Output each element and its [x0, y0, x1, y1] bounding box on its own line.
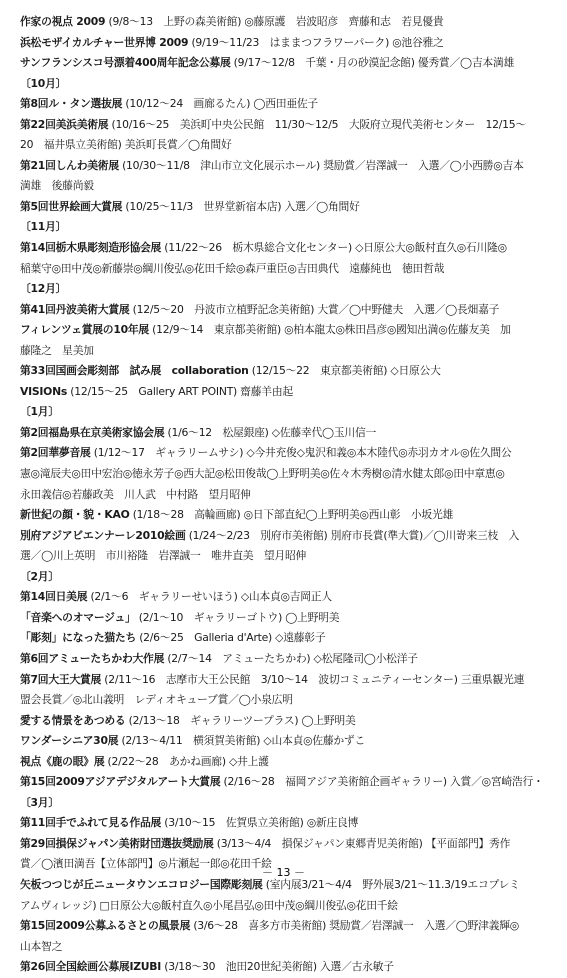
exhibition-title: フィレンツェ賞展の10年展	[20, 323, 149, 337]
text-line	[20, 423, 545, 444]
exhibition-details: (1/24～2/23 別府市美術館) 別府市長賞(準大賞)／◯川嵜来三枝 入	[185, 528, 520, 542]
text-line	[20, 752, 545, 773]
text-line	[20, 711, 545, 732]
exhibition-title: 別府アジアビエンナーレ2010絵画	[20, 528, 186, 542]
exhibition-details: (室内展3/21～4/4 野外展3/21～11.3/19エコプレミ	[262, 877, 520, 891]
text-line	[20, 526, 545, 547]
exhibition-details: 選／◯川上英明 市川裕隆 岩澤誠一 唯井直美 望月昭伸	[20, 549, 307, 563]
text-line	[20, 937, 545, 958]
text-line	[20, 731, 545, 752]
exhibition-details: 永田義信◎若藤政美 川人武 中村路 望月昭伸	[20, 487, 251, 501]
exhibition-title: 〔11月〕	[20, 220, 67, 234]
exhibition-title: 第2回華夢音展	[20, 446, 91, 460]
exhibition-title: サンフランシスコ号漂着400周年記念公募展	[20, 56, 231, 70]
exhibition-title: 愛する情景をあつめる	[20, 713, 126, 727]
text-line	[20, 567, 545, 588]
exhibition-title: 第15回2009公募ふるさとの風景展	[20, 919, 191, 933]
text-line	[20, 33, 545, 54]
text-line	[20, 320, 545, 341]
text-line	[20, 690, 545, 711]
text-line	[20, 916, 545, 937]
text-line	[20, 238, 545, 259]
exhibition-details: (2/11～16 志摩市大王公民館 3/10～14 波切コミュニティーセンター) 三重県観光連	[101, 672, 525, 686]
text-line	[20, 197, 545, 218]
exhibition-title: 第14回日美展	[20, 590, 88, 604]
exhibition-details: (3/6～28 喜多方市美術館) 奨励賞／岩澤誠一 入選／◯野津義輝◎	[190, 919, 519, 933]
text-line	[20, 74, 545, 95]
text-line	[20, 402, 545, 423]
exhibition-title: 第29回損保ジャパン美術財団選抜奨励展	[20, 836, 214, 850]
exhibition-title: 視点《鹿の眼》展	[20, 754, 105, 768]
exhibition-title: 新世紀の顔・貌・KAO	[20, 508, 130, 522]
text-line	[20, 361, 545, 382]
text-line	[20, 896, 545, 917]
exhibition-title: ワンダーシニア30展	[20, 734, 119, 748]
exhibition-title: 浜松モザイカルチャー世界博 2009	[20, 35, 189, 49]
exhibition-details: (1/6～12 松屋銀座) ◇佐藤幸代◯玉川信一	[164, 425, 377, 439]
exhibition-title: 矢板つつじが丘ニュータウンエコロジー国際彫刻展	[20, 877, 263, 891]
text-line	[20, 341, 545, 362]
exhibition-title: 〔10月〕	[20, 76, 67, 90]
exhibition-details: (10/30～11/8 津山市立文化展示ホール) 奨励賞／岩澤誠一 入選／◯小西勝◎吉本	[118, 158, 524, 172]
exhibition-title: 第26回全国絵画公募展IZUBI	[20, 960, 162, 974]
text-line	[20, 443, 545, 464]
exhibition-details: (12/15～25 Gallery ART POINT) 齋藤羊由起	[67, 384, 293, 398]
text-line	[20, 259, 545, 280]
exhibition-details: (2/16～28 福岡アジア美術館企画ギャラリー) 入賞／◎宮崎浩行・	[220, 775, 544, 789]
exhibition-details: (10/16～25 美浜町中央公民館 11/30～12/5 大阪府立現代美術センター 12/15～	[108, 117, 526, 131]
exhibition-details: 満雄 後藤尚毅	[20, 179, 94, 193]
exhibition-title: 第6回アミューたちかわ大作展	[20, 651, 165, 665]
exhibition-title: 第22回美浜美術展	[20, 117, 109, 131]
exhibition-title: 第11回手でふれて見る作品展	[20, 816, 162, 830]
text-line	[20, 957, 545, 978]
exhibition-details: 山本智之	[20, 939, 63, 953]
text-line	[20, 587, 545, 608]
exhibition-title: 第2回福島県在京美術家協会展	[20, 425, 165, 439]
exhibition-details: (9/19～11/23 はままつフラワーパーク) ◎池谷雅之	[188, 35, 444, 49]
exhibition-title: 第21回しんわ美術展	[20, 158, 119, 172]
text-line	[20, 628, 545, 649]
exhibition-details: (11/22～26 栃木県総合文化センター) ◇日原公大◎飯村直久◎石川隆◎	[161, 241, 507, 255]
text-line	[20, 464, 545, 485]
text-line	[20, 382, 545, 403]
exhibition-details: (2/13～18 ギャラリーツープラス) ◯上野明美	[125, 713, 356, 727]
exhibition-details: 賞／◯濱田満吾【立体部門】◎片瀬起一郎◎花田千絵	[20, 857, 272, 871]
exhibition-details: 藤隆之 星美加	[20, 343, 94, 357]
exhibition-title: 第8回ル・タン選抜展	[20, 97, 123, 111]
text-line	[20, 115, 545, 136]
text-line	[20, 300, 545, 321]
text-line	[20, 279, 545, 300]
exhibition-title: 第33回国画会彫刻部 試み展 collaboration	[20, 364, 249, 378]
exhibition-details: (9/17～12/8 千葉・月の砂漠記念館) 優秀賞／◯吉本満雄	[230, 56, 515, 70]
exhibition-details: (10/25～11/3 世界堂新宿本店) 入選／◯角間好	[122, 199, 360, 213]
exhibition-title: 第15回2009アジアデジタルアート大賞展	[20, 775, 221, 789]
exhibition-title: 第41回丹波美術大賞展	[20, 302, 130, 316]
text-line	[20, 176, 545, 197]
exhibition-details: (1/18～28 高輪画廊) ◎日下部直紀◯上野明美◎西山彰 小坂光雄	[129, 508, 454, 522]
exhibition-details: (2/22～28 あかね画廊) ◇井上護	[104, 754, 269, 768]
exhibition-details: (2/1～10 ギャラリーゴトウ) ◯上野明美	[135, 610, 340, 624]
text-line	[20, 94, 545, 115]
exhibition-title: 第5回世界絵画大賞展	[20, 199, 123, 213]
text-line	[20, 772, 545, 793]
exhibition-title: 〔3月〕	[20, 795, 59, 809]
exhibition-details: (3/10～15 佐賀県立美術館) ◎新庄良博	[161, 816, 359, 830]
exhibition-details: (12/15～22 東京都美術館) ◇日原公大	[248, 364, 441, 378]
exhibition-details: 憲◎滝辰夫◎田中宏治◎徳永芳子◎西大記◎松田俊哉◯上野明美◎佐々木秀樹◎清水健太郎◎田中章恵◎	[20, 467, 505, 481]
exhibition-details: (2/1～6 ギャラリーせいほう) ◇山本貞◎吉岡正人	[87, 590, 332, 604]
exhibition-details: (2/7～14 アミューたちかわ) ◇松尾隆司◯小松洋子	[164, 651, 418, 665]
exhibition-title: 〔1月〕	[20, 405, 59, 419]
exhibition-title: 「彫刻」になった猫たち	[20, 631, 137, 645]
exhibition-details: (12/5～20 丹波市立植野記念美術館) 大賞／◯中野健夫 入選／◯長畑嘉子	[129, 302, 500, 316]
exhibition-title: 作家の視点 2009	[20, 15, 106, 28]
exhibition-title: VISIONs	[20, 384, 68, 398]
exhibition-details: 20 福井県立美術館) 美浜町長賞／◯角間好	[20, 138, 232, 152]
text-line	[20, 608, 545, 629]
exhibition-details: (9/8～13 上野の森美術館) ◎藤原護 岩波昭彦 齊藤和志 若見優貴	[105, 15, 444, 28]
text-line	[20, 649, 545, 670]
page-number: － 13 －	[262, 866, 305, 879]
text-line	[20, 793, 545, 814]
text-line	[20, 135, 545, 156]
exhibition-details: (3/13～4/4 損保ジャパン東郷青児美術館) 【平面部門】秀作	[213, 836, 511, 850]
exhibition-details: 盟会長賞／◎北山義明 レディオキューブ賞／◯小泉広明	[20, 693, 293, 707]
exhibition-details: 稲葉守◎田中茂◎新藤崇◎綱川俊弘◎花田千絵◎森戸重臣◎吉田典代 遠藤純也 徳田哲哉	[20, 261, 445, 275]
exhibition-title: 「音楽へのオマージュ」	[20, 610, 136, 624]
text-line	[20, 505, 545, 526]
exhibition-details: (2/13～4/11 横須賀美術館) ◇山本貞◎佐藤かずこ	[118, 734, 366, 748]
exhibition-details: (3/18～30 池田20世紀美術館) 入選／古永敏子	[161, 960, 394, 974]
text-line	[20, 670, 545, 691]
exhibition-title: 第14回栃木県彫刻造形協会展	[20, 241, 162, 255]
text-line	[20, 53, 545, 74]
exhibition-details: アムヴィレッジ) □日原公大◎飯村直久◎小尾昌弘◎田中茂◎綱川俊弘◎花田千絵	[20, 898, 398, 912]
text-line	[20, 156, 545, 177]
exhibition-title: 第7回大王大賞展	[20, 672, 102, 686]
exhibition-details: (1/12～17 ギャラリームサシ) ◇今井充俊◇鬼沢和義◎本木陸代◎赤羽カオル◎佐久間公	[90, 446, 512, 460]
exhibition-details: (2/6～25 Galleria d'Arte) ◇遠藤彰子	[136, 631, 326, 645]
text-line	[20, 217, 545, 238]
text-line	[20, 813, 545, 834]
exhibition-details: (10/12～24 画廊るたん) ◯西田亜佐子	[122, 97, 318, 111]
text-line	[20, 485, 545, 506]
text-line	[20, 834, 545, 855]
text-line	[20, 12, 545, 33]
exhibition-title: 〔12月〕	[20, 282, 67, 296]
text-line	[20, 546, 545, 567]
exhibition-title: 〔2月〕	[20, 569, 59, 583]
exhibition-details: (12/9～14 東京都美術館) ◎柏本龍太◎株田昌彦◎國知出満◎佐藤友美 加	[148, 323, 511, 337]
